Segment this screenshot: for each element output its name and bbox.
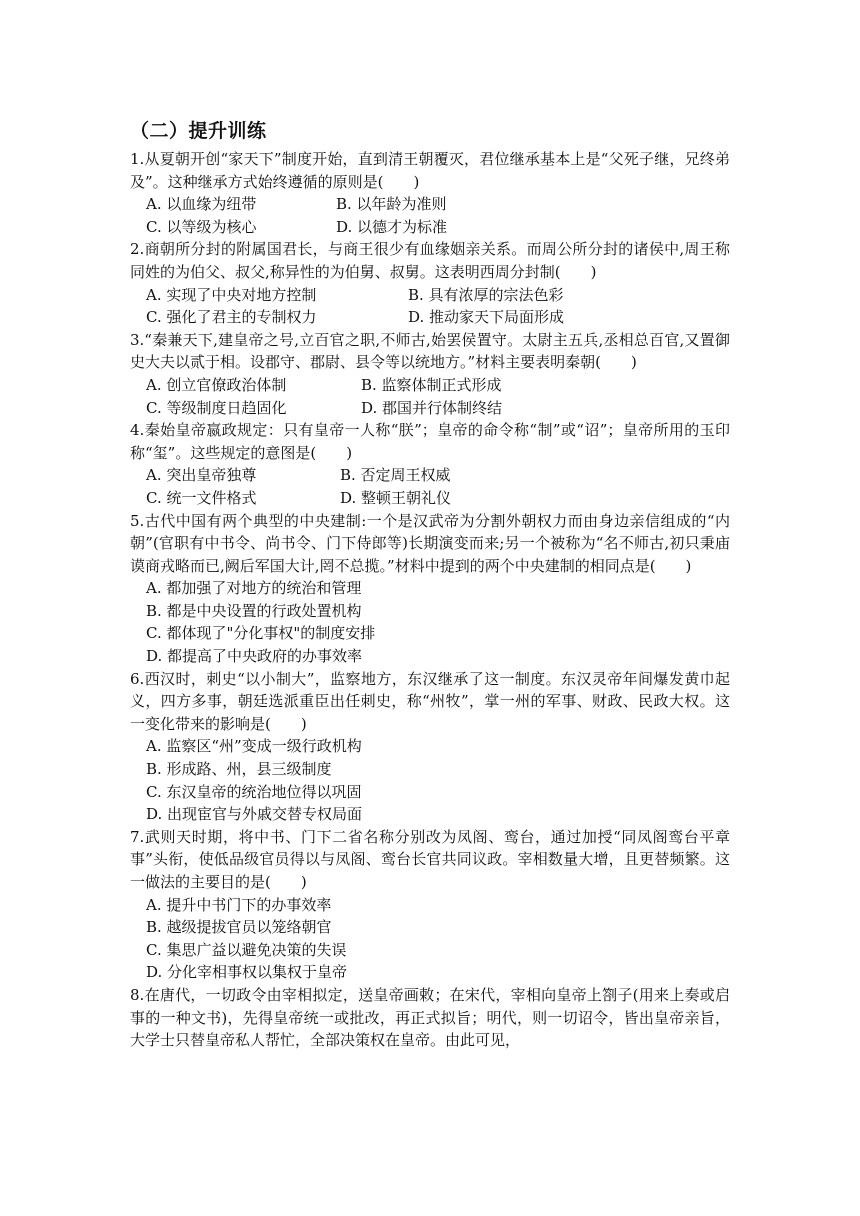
question-4-option-b: B. 否定周王权威 xyxy=(340,466,451,485)
question-4-option-a: A. 突出皇帝独尊 xyxy=(146,466,257,485)
question-3-option-a: A. 创立官僚政治体制 xyxy=(146,375,287,394)
question-7-option-c: C. 集思广益以避免决策的失误 xyxy=(146,940,347,959)
question-7-option-d: D. 分化宰相事权以集权于皇帝 xyxy=(146,963,348,982)
question-1-option-b: B. 以年龄为准则 xyxy=(336,195,447,214)
question-2-options-row-2 xyxy=(130,306,730,329)
question-6-stem: 6.西汉时，刺史“以小制大”，监察地方，东汉继承了这一制度。东汉灵帝年间爆发黄巾起义，四方多事，朝廷选派重臣出任刺史，称“州牧”，掌一州的军事、财政、民政大权。这一变化带来的影响是( ) xyxy=(130,669,730,733)
question-5-option-d: D. 都提高了中央政府的办事效率 xyxy=(146,647,363,666)
question-7-stem: 7.武则天时期，将中书、门下二省名称分别改为凤阁、鸾台，通过加授“同凤阁鸾台平章事”头衔，使低品级官员得以与凤阁、鸾台长官共同议政。宰相数量大增，且更替频繁。这一做法的主要目的是( ) xyxy=(130,827,730,891)
question-1-options-row-1 xyxy=(130,193,730,216)
question-1-options-row-2 xyxy=(130,216,730,239)
question-6-option-a: A. 监察区“州”变成一级行政机构 xyxy=(146,737,362,756)
question-4-option-d: D. 整顿王朝礼仪 xyxy=(340,488,452,507)
question-6-option-c: C. 东汉皇帝的统治地位得以巩固 xyxy=(146,782,362,801)
question-4-options-row-1 xyxy=(130,464,730,487)
question-2-stem: 2.商朝所分封的附属国君长，与商王很少有血缘姻亲关系。而周公所分封的诸侯中,周王称同姓的为伯父、叔父,称异性的为伯舅、叔舅。这表明西周分封制( ) xyxy=(130,240,730,281)
question-4-options-row-2 xyxy=(130,487,730,510)
question-3-option-c: C. 等级制度日趋固化 xyxy=(146,398,287,417)
question-1-option-a: A. 以血缘为纽带 xyxy=(146,195,257,214)
question-1-option-c: C. 以等级为核心 xyxy=(146,217,257,236)
question-1-option-d: D. 以德才为标准 xyxy=(336,217,448,236)
question-3-options-row-2 xyxy=(130,397,730,420)
question-list xyxy=(130,148,730,1052)
question-2-option-b: B. 具有浓厚的宗法色彩 xyxy=(408,285,564,304)
question-5-option-b: B. 都是中央设置的行政处置机构 xyxy=(146,601,362,620)
question-6-option-b: B. 形成路、州，县三级制度 xyxy=(146,760,332,779)
section-title: （二）提升训练 xyxy=(130,120,267,142)
question-6-option-d: D. 出现宦官与外戚交替专权局面 xyxy=(146,805,363,824)
question-2-option-c: C. 强化了君主的专制权力 xyxy=(146,308,317,327)
question-2-option-d: D. 推动家天下局面形成 xyxy=(408,308,565,327)
question-4-option-c: C. 统一文件格式 xyxy=(146,488,257,507)
question-5-option-a: A. 都加强了对地方的统治和管理 xyxy=(146,579,362,598)
question-7-option-b: B. 越级提拔官员以笼络朝官 xyxy=(146,918,332,937)
question-3-options-row-1 xyxy=(130,374,730,397)
question-5-stem: 5.古代中国有两个典型的中央建制:一个是汉武帝为分割外朝权力而由身边亲信组成的“内朝”(官职有中书令、尚书令、门下侍郎等)长期演变而来;另一个被称为“名不师古,初只秉庙谟商戎略而已,阙后军国大计,罔不总揽。”材料中提到的两个中央建制的相同点是( ) xyxy=(130,511,730,575)
question-3-stem: 3.“秦兼天下,建皇帝之号,立百官之职,不师古,始罢侯置守。太尉主五兵,丞相总百官,又置御史大夫以贰于相。设郡守、郡尉、县令等以统地方。”材料主要表明秦朝( ) xyxy=(130,330,730,372)
question-7-option-a: A. 提升中书门下的办事效率 xyxy=(146,895,332,914)
question-3-option-b: B. 监察体制正式形成 xyxy=(361,375,502,394)
question-5-option-c: C. 都体现了"分化事权"的制度安排 xyxy=(146,624,376,643)
question-2-option-a: A. 实现了中央对地方控制 xyxy=(146,285,317,304)
question-3-option-d: D. 郡国并行体制终结 xyxy=(361,398,503,417)
question-8-stem: 8.在唐代，一切政令由宰相拟定，送皇帝画敕；在宋代，宰相向皇帝上劄子(用来上奏或启事的一种文书)，先得皇帝统一或批改，再正式拟旨；明代，则一切诏令，皆出皇帝亲旨，大学士只替皇帝私人帮忙，全部决策权在皇帝。由此可见， xyxy=(130,985,730,1050)
question-2-options-row-1 xyxy=(130,284,730,307)
question-4-stem: 4.秦始皇帝嬴政规定：只有皇帝一人称“朕”；皇帝的命令称“制”或“诏”；皇帝所用的玉印称“玺”。这些规定的意图是( ) xyxy=(130,421,730,462)
question-1-stem: 1.从夏朝开创“家天下”制度开始，直到清王朝覆灭，君位继承基本上是“父死子继，兄终弟及”。这种继承方式始终遵循的原则是( ) xyxy=(130,150,730,191)
